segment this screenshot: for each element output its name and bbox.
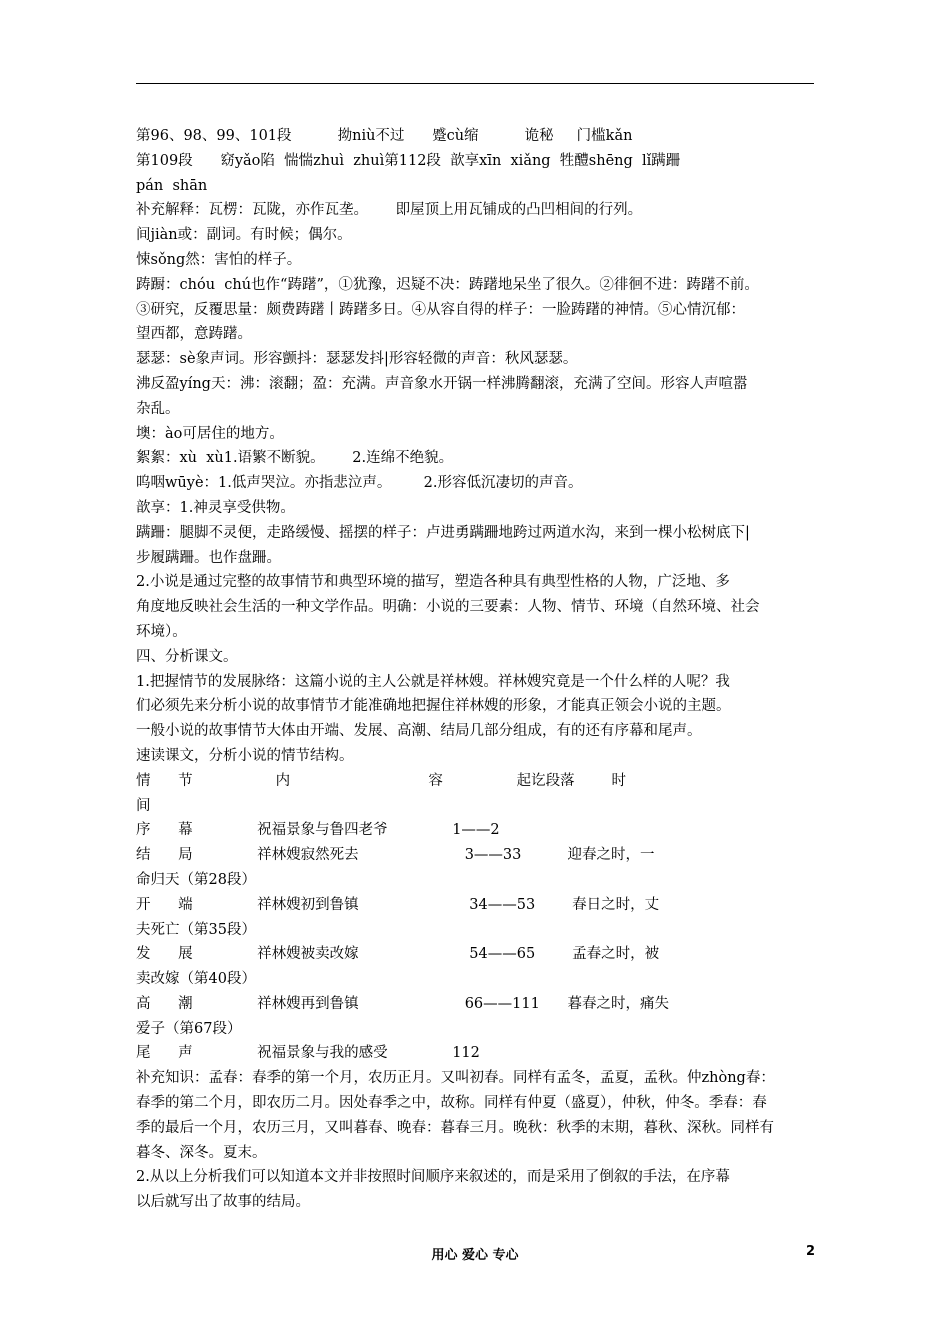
text-line: 爱子（第67段） bbox=[136, 1020, 242, 1037]
text-line: 夫死亡（第35段） bbox=[136, 921, 256, 938]
text-line: 步履蹒跚。也作盘跚。 bbox=[136, 549, 281, 566]
text-line: 一般小说的故事情节大体由开端、发展、高潮、结局几部分组成，有的还有序幕和尾声。 bbox=[136, 723, 702, 740]
text-line: 角度地反映社会生活的一种文学作品。明确：小说的三要素：人物、情节、环境（自然环境、社会 bbox=[136, 599, 760, 616]
text-line: 发 展 祥林嫂被卖改嫁 54——65 孟春之时，被 bbox=[136, 946, 660, 963]
text-line: 歆享：1.神灵享受供物。 bbox=[136, 499, 295, 516]
page-number: 2 bbox=[806, 1244, 816, 1259]
text-line: pán shān bbox=[136, 177, 208, 194]
text-line: 序 幕 祝福景象与鲁四老爷 1——2 bbox=[136, 822, 500, 839]
footer-motto: 用心 爱心 专心 bbox=[431, 1248, 519, 1263]
text-line: 蹒跚：腿脚不灵便，走路缓慢、摇摆的样子：卢进勇蹒跚地跨过两道水沟，来到一棵小松树底下| bbox=[136, 524, 750, 541]
text-line: 沸反盈yíng天：沸：滚翻；盈：充满。声音象水开锅一样沸腾翻滚，充满了空间。形容人声喧嚣 bbox=[136, 375, 748, 392]
text-line: 絮絮：xù xù1.语繁不断貌。 2.连绵不绝貌。 bbox=[136, 450, 454, 467]
text-line: 高 潮 祥林嫂再到鲁镇 66——111 暮春之时，痛失 bbox=[136, 995, 669, 1012]
text-line: 呜咽wūyè：1.低声哭泣。亦指悲泣声。 2.形容低沉凄切的声音。 bbox=[136, 475, 583, 492]
text-line: 以后就写出了故事的结局。 bbox=[136, 1194, 310, 1211]
text-line: 们必须先来分析小说的故事情节才能准确地把握住祥林嫂的形象，才能真正领会小说的主题。 bbox=[136, 698, 731, 715]
text-line: 季的最后一个月，农历三月，又叫暮春、晚春：暮春三月。晚秋：秋季的末期，暮秋、深秋。同样有 bbox=[136, 1119, 774, 1136]
text-line: ③研究，反覆思量：颇费踌躇丨踌躇多日。④从容自得的样子：一脸踌躇的神情。⑤心情沉郁： bbox=[136, 301, 745, 318]
text-line: 望西都，意踌躇。 bbox=[136, 326, 252, 343]
text-line: 情 节 内 容 起讫段落 时 bbox=[136, 772, 627, 789]
text-line: 尾 声 祝福景象与我的感受 112 bbox=[136, 1045, 480, 1062]
text-line: 春季的第二个月，即农历二月。因处春季之中，故称。同样有仲夏（盛夏），仲秋，仲冬。季春：春 bbox=[136, 1095, 767, 1112]
text-line: 墺：ào可居住的地方。 bbox=[136, 425, 284, 442]
text-line: 第109段 窈yǎo陷 惴惴zhuì zhuì第112段 歆享xīn xiǎng 牲醴shēng lǐ蹒跚 bbox=[136, 152, 681, 169]
text-line: 开 端 祥林嫂初到鲁镇 34——53 春日之时，丈 bbox=[136, 896, 660, 913]
text-line: 悚sǒng然：害怕的样子。 bbox=[136, 251, 302, 268]
text-line: 卖改嫁（第40段） bbox=[136, 971, 256, 988]
text-line: 踌蹰：chóu chú也作“踌躇”，①犹豫，迟疑不决：踌躇地呆坐了很久。②徘徊不进：踌躇不前。 bbox=[136, 276, 759, 293]
text-line: 暮冬、深冬。夏末。 bbox=[136, 1144, 267, 1161]
header-rule bbox=[136, 83, 814, 84]
document-body bbox=[136, 124, 816, 1215]
text-line: 补充知识：孟春：春季的第一个月，农历正月。又叫初春。同样有孟冬，孟夏，孟秋。仲zhòng春： bbox=[136, 1070, 775, 1087]
text-line: 四、分析课文。 bbox=[136, 648, 238, 665]
text-line: 间jiàn或：副词。有时候；偶尔。 bbox=[136, 227, 352, 244]
text-line: 补充解释：瓦楞：瓦陇，亦作瓦垄。 即屋顶上用瓦铺成的凸凹相间的行列。 bbox=[136, 202, 643, 219]
text-line: 瑟瑟：sè象声词。形容颤抖：瑟瑟发抖|形容轻微的声音：秋风瑟瑟。 bbox=[136, 351, 578, 368]
text-line: 2.小说是通过完整的故事情节和典型环境的描写，塑造各种具有典型性格的人物，广泛地、多 bbox=[136, 574, 730, 591]
text-line: 1.把握情节的发展脉络：这篇小说的主人公就是祥林嫂。祥林嫂究竟是一个什么样的人呢？我 bbox=[136, 673, 730, 690]
text-line: 2.从以上分析我们可以知道本文并非按照时间顺序来叙述的，而是采用了倒叙的手法，在序幕 bbox=[136, 1169, 730, 1186]
text-line: 间 bbox=[136, 797, 151, 814]
text-line: 结 局 祥林嫂寂然死去 3——33 迎春之时，一 bbox=[136, 847, 655, 864]
text-line: 命归天（第28段） bbox=[136, 871, 256, 888]
text-line: 第96、98、99、101段 拗niù不过 蹙cù缩 诡秘 门槛kǎn bbox=[136, 128, 633, 144]
text-line: 杂乱。 bbox=[136, 400, 180, 417]
text-line: 速读课文，分析小说的情节结构。 bbox=[136, 747, 354, 764]
text-line: 环境）。 bbox=[136, 623, 187, 640]
